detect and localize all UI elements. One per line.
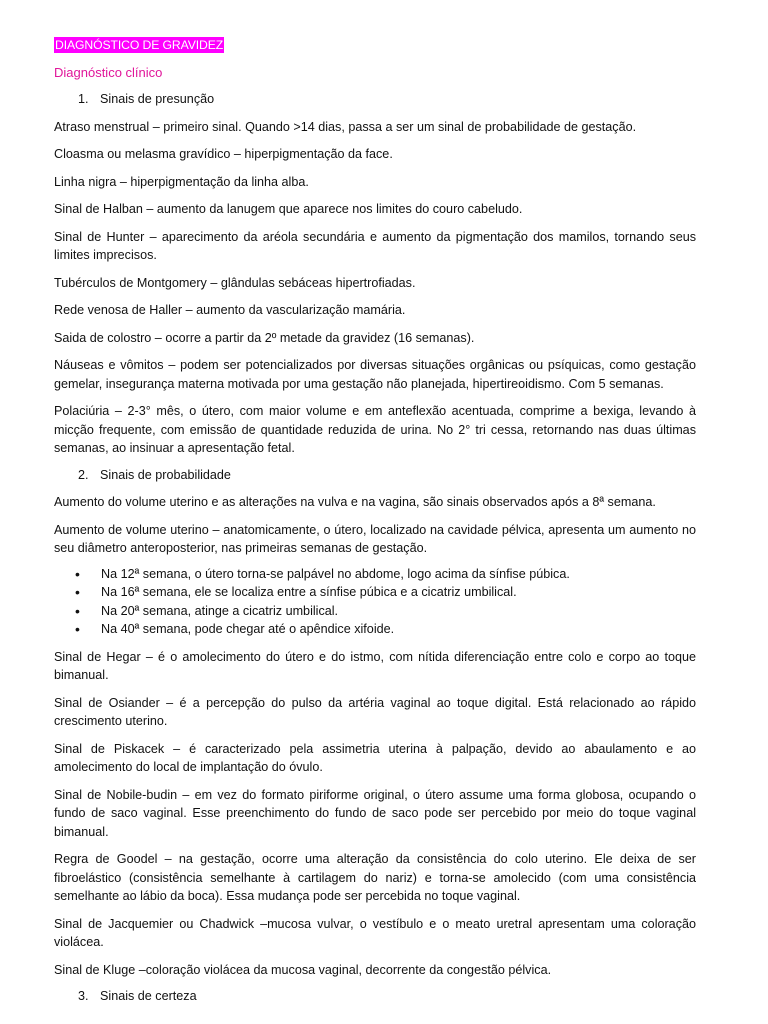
section-number: 3. xyxy=(78,989,89,1003)
paragraph: Sinal de Nobile-budin – em vez do formato piriforme original, o útero assume uma forma globosa, ocupando o fundo de saco vaginal. Esse preenchimento do fundo de saco pode ser percebido por meio do toque vaginal bimanual. xyxy=(54,787,696,839)
paragraph: Cloasma ou melasma gravídico – hiperpigmentação da face. xyxy=(54,147,393,161)
bullet-list xyxy=(54,565,696,639)
section-number: 1. xyxy=(78,92,89,106)
list-item-text: Na 40ª semana, pode chegar até o apêndice xifoide. xyxy=(101,622,395,636)
list-item-text: Na 20ª semana, atinge a cicatriz umbilical. xyxy=(101,603,339,618)
section-label: Sinais de probabilidade xyxy=(100,467,231,482)
paragraph: Rede venosa de Haller – aumento da vascularização mamária. xyxy=(54,303,406,317)
section-heading-2 xyxy=(54,466,696,485)
section-subtitle: Diagnóstico clínico xyxy=(54,64,163,80)
list-item-text: Na 12ª semana, o útero torna-se palpável no abdome, logo acima da sínfise púbica. xyxy=(101,566,570,581)
paragraph: Linha nigra – hiperpigmentação da linha alba. xyxy=(54,174,309,189)
paragraph: Aumento de volume uterino – anatomicamente, o útero, localizado na cavidade pélvica, apresenta um aumento no seu diâmetro anteroposterior, nas primeiras semanas de gestação. xyxy=(54,522,696,555)
list-item xyxy=(54,620,696,639)
paragraph: Polaciúria – 2-3° mês, o útero, com maior volume e em anteflexão acentuada, comprime a bexiga, levando à micção frequente, com emissão de quantidade reduzida de urina. No 2° tri cessa, retornando nas duas últimas semanas, ao insinuar a apresentação fetal. xyxy=(54,404,696,455)
paragraph: Sinal de Hunter – aparecimento da aréola secundária e aumento da pigmentação dos mamilos, tornando seus limites imprecisos. xyxy=(54,229,696,262)
section-label: Sinais de certeza xyxy=(100,989,197,1003)
list-item xyxy=(54,602,696,621)
bullet-icon: • xyxy=(75,565,80,582)
section-heading-1 xyxy=(54,90,696,109)
bullet-icon: • xyxy=(75,602,80,619)
section-number: 2. xyxy=(78,467,89,482)
section-heading-3 xyxy=(54,987,696,1006)
paragraph: Aumento do volume uterino e as alterações na vulva e na vagina, são sinais observados após a 8ª semana. xyxy=(54,495,656,509)
document-title: DIAGNÓSTICO DE GRAVIDEZ xyxy=(55,38,224,52)
paragraph: Regra de Goodel – na gestação, ocorre uma alteração da consistência do colo uterino. Ele deixa de ser fibroelástico (consistência semelhante à cartilagem do nariz) e torna-se amolecido (com uma consistência semelhante ao lábio da boca). Essa mudança pode ser percebida no toque vaginal. xyxy=(54,852,696,903)
paragraph: Saida de colostro – ocorre a partir da 2º metade da gravidez (16 semanas). xyxy=(54,330,475,345)
list-item-text: Na 16ª semana, ele se localiza entre a sínfise púbica e a cicatriz umbilical. xyxy=(101,585,517,599)
paragraph: Sinal de Jacquemier ou Chadwick –mucosa vulvar, o vestíbulo e o meato uretral apresentam uma coloração violácea. xyxy=(54,916,696,949)
paragraph: Sinal de Hegar – é o amolecimento do útero e do istmo, com nítida diferenciação entre colo e corpo ao toque bimanual. xyxy=(54,649,696,682)
section-label: Sinais de presunção xyxy=(100,92,215,106)
bullet-icon: • xyxy=(75,621,80,637)
list-item xyxy=(54,565,696,584)
bullet-icon: • xyxy=(75,584,80,600)
paragraph: Tubérculos de Montgomery – glândulas sebáceas hipertrofiadas. xyxy=(54,275,416,290)
list-item xyxy=(54,583,696,602)
paragraph: Sinal de Osiander – é a percepção do pulso da artéria vaginal ao toque digital. Está relacionado ao rápido crescimento uterino. xyxy=(54,695,696,728)
paragraph: Sinal de Halban – aumento da lanugem que aparece nos limites do couro cabeludo. xyxy=(54,202,523,216)
paragraph: Náuseas e vômitos – podem ser potencializados por diversas situações orgânicas ou psíquicas, como gestação gemelar, insegurança materna motivada por uma gestação não planejada, hipertireoidismo. Com 5 semanas. xyxy=(54,358,696,391)
paragraph: Atraso menstrual – primeiro sinal. Quando >14 dias, passa a ser um sinal de probabilidade de gestação. xyxy=(54,119,637,134)
paragraph: Sinal de Kluge –coloração violácea da mucosa vaginal, decorrente da congestão pélvica. xyxy=(54,962,552,977)
document-page xyxy=(54,36,696,1006)
paragraph: Sinal de Piskacek – é caracterizado pela assimetria uterina à palpação, devido ao abaulamento e ao amolecimento do local de implantação do óvulo. xyxy=(54,741,696,774)
